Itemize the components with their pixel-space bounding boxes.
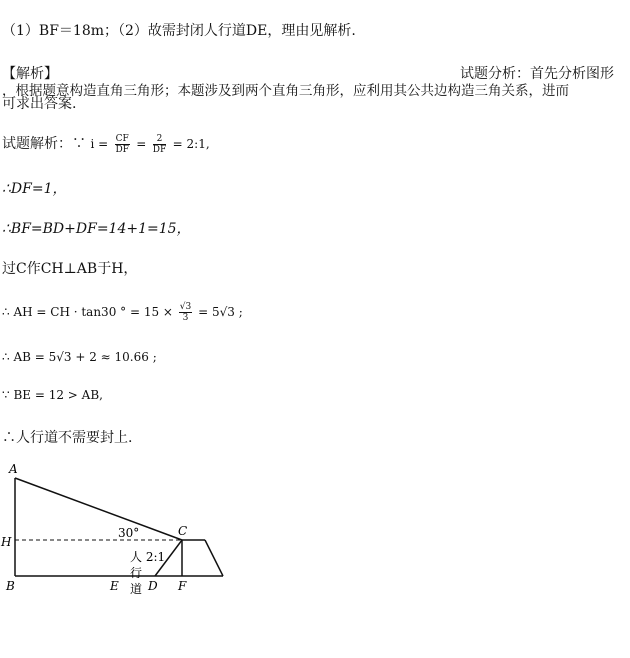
analysis-right-text: 试题分析：首先分析图形: [460, 66, 614, 82]
conclusion-line: ∴人行道不需要封上.: [2, 430, 133, 446]
ab-line: ∴ AB = 5√3 + 2 ≈ 10.66 ;: [2, 350, 157, 364]
solution-formula: [2, 133, 210, 155]
fraction-cf-df: $\frac{CF}{DF}$: [115, 133, 129, 155]
slope-label: 人 2:1: [130, 550, 166, 564]
ch-line: 过C作CH⊥AB于H，: [2, 261, 138, 277]
walkway-label-1: 行: [130, 566, 143, 580]
label-b: B: [6, 579, 15, 593]
ah-line: ∴ AH = CH · tan30 ° = 15 × $\frac{√3}{3}$ = 5√3 ;: [2, 302, 243, 323]
be-line: ∵ BE = 12 > AB,: [2, 388, 103, 402]
walkway-label-2: 道: [130, 582, 143, 596]
label-c: C: [178, 524, 188, 538]
df-line: ∴DF=1，: [2, 181, 67, 197]
solution-label: 试题解析：∵: [2, 136, 86, 152]
analysis-text-1: ，根据题意构造直角三角形；本题涉及到两个直角三角形，应利用其公共边构造三角关系，进而: [2, 83, 569, 99]
analysis-text-2: 可求出答案.: [2, 96, 77, 112]
fraction-sqrt3-3: $\frac{√3}{3}$: [179, 302, 192, 323]
label-a: A: [9, 462, 18, 476]
formula-result: = 2:1,: [172, 137, 210, 151]
label-d: D: [148, 579, 158, 593]
answer-line: （1）BF＝18m；（2）故需封闭人行道DE，理由见解析.: [2, 23, 356, 39]
bf-line: ∴BF=BD+DF=14+1=15，: [2, 221, 191, 237]
fraction-2-df: $\frac{2}{DF}$: [152, 133, 167, 155]
label-h: H: [1, 535, 12, 549]
label-f: F: [178, 579, 187, 593]
formula-eq: =: [136, 137, 147, 151]
analysis-label: 【解析】: [2, 66, 58, 82]
geometry-diagram: [0, 460, 240, 610]
label-e: E: [110, 579, 119, 593]
formula-i: i =: [90, 137, 109, 151]
angle-label: 30°: [118, 526, 140, 540]
